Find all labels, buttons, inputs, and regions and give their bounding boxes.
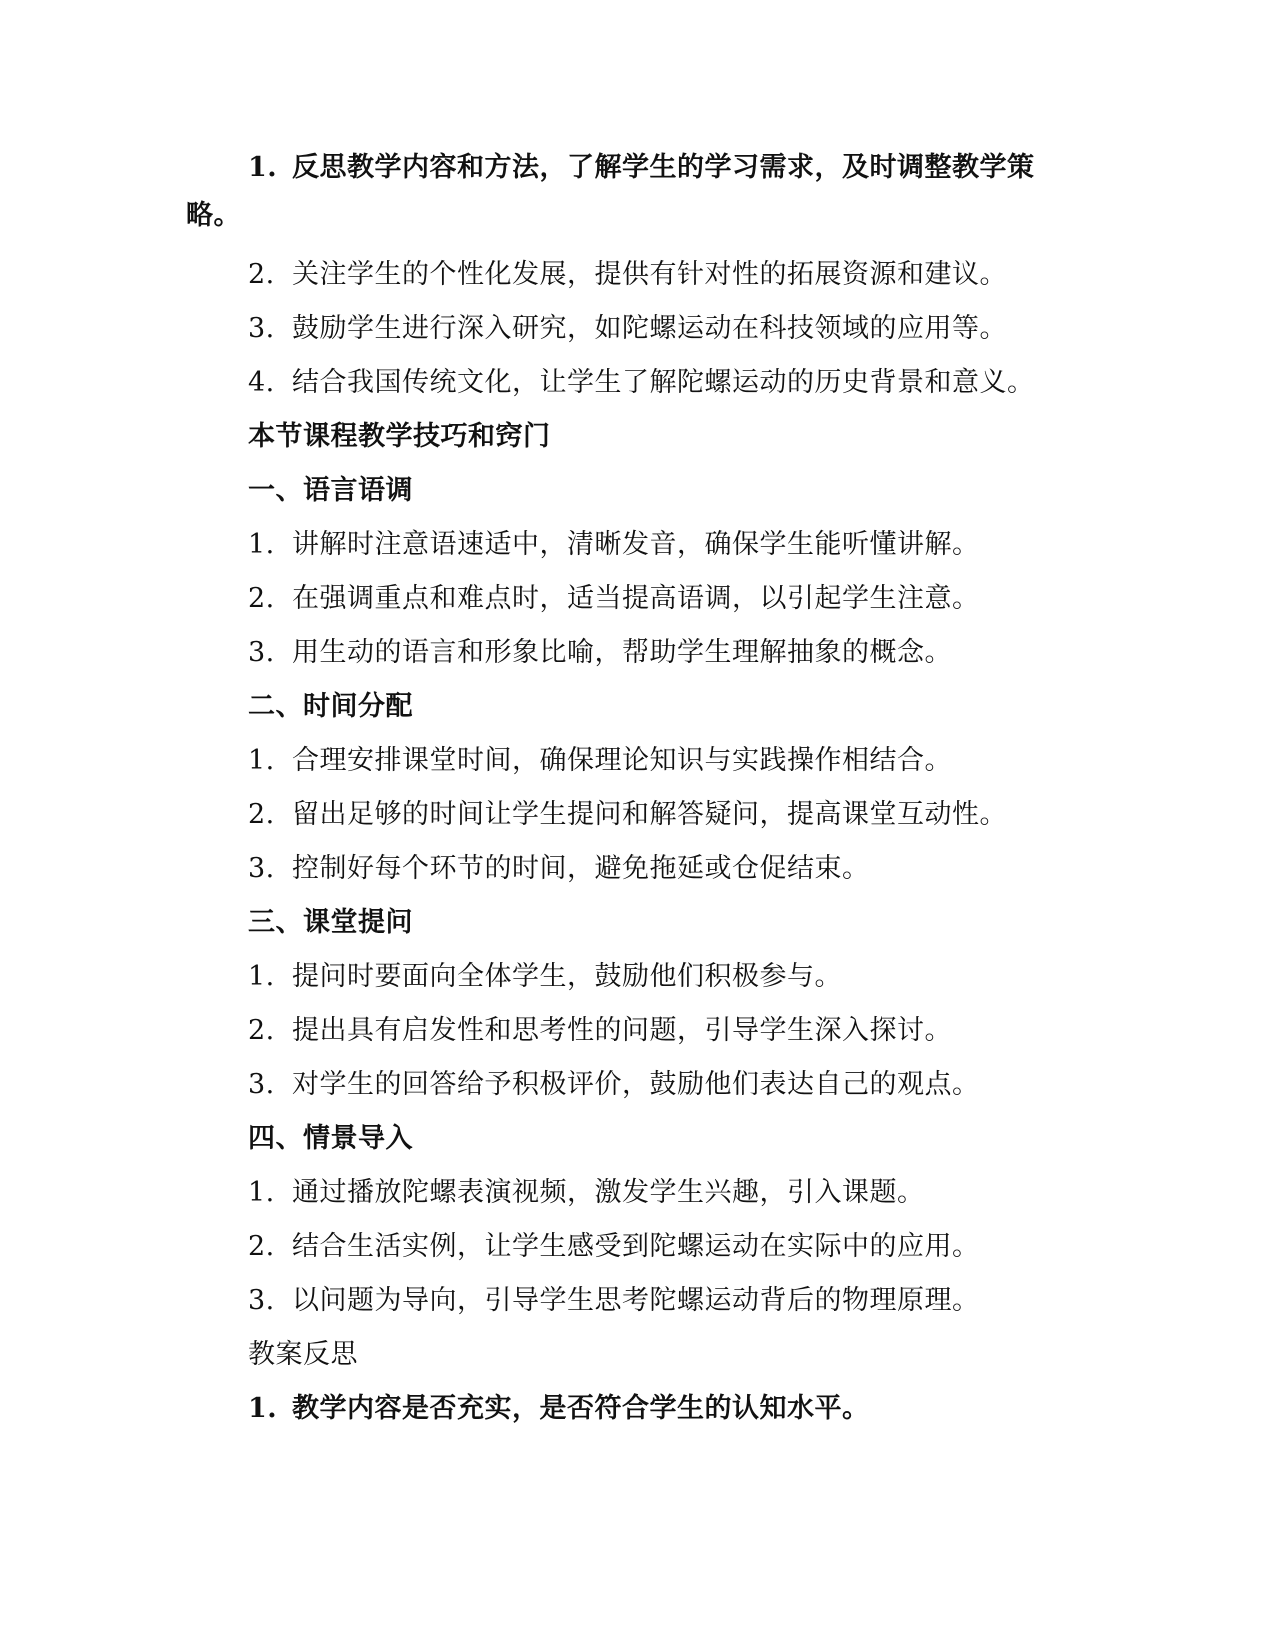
list-item (248, 582, 980, 616)
lesson-reflection-item-1 (248, 1392, 870, 1426)
item-text: 教学内容是否充实，是否符合学生的认知水平。 (292, 1393, 870, 1424)
item-text: 提问时要面向全体学生，鼓励他们积极参与。 (292, 961, 842, 992)
section-heading-language: 一、语言语调 (248, 475, 413, 506)
item-text: 在强调重点和难点时，适当提高语调，以引起学生注意。 (292, 583, 980, 614)
list-item (248, 528, 980, 562)
list-item (248, 852, 870, 886)
item-text: 关注学生的个性化发展，提供有针对性的拓展资源和建议。 (292, 259, 1007, 290)
item-number: 3. (248, 1069, 275, 1100)
list-item (248, 744, 952, 778)
item-number: 3. (248, 313, 275, 344)
section-heading-questions: 三、课堂提问 (248, 907, 413, 938)
item-number: 3. (248, 1285, 275, 1316)
item-text: 通过播放陀螺表演视频，激发学生兴趣，引入课题。 (292, 1177, 925, 1208)
item-text: 合理安排课堂时间，确保理论知识与实践操作相结合。 (292, 745, 952, 776)
section-title: 本节课程教学技巧和窍门 (248, 421, 551, 452)
section-heading-time: 二、时间分配 (248, 691, 413, 722)
list-item (248, 960, 842, 994)
list-item (248, 1230, 980, 1264)
item-number: 2. (248, 1015, 275, 1046)
item-text: 留出足够的时间让学生提问和解答疑问，提高课堂互动性。 (292, 799, 1007, 830)
item-number: 1. (248, 1177, 275, 1208)
item-text: 对学生的回答给予积极评价，鼓励他们表达自己的观点。 (292, 1069, 980, 1100)
item-number: 1. (248, 1393, 278, 1424)
item-number: 2. (248, 799, 275, 830)
item-text: 结合生活实例，让学生感受到陀螺运动在实际中的应用。 (292, 1231, 980, 1262)
item-text: 鼓励学生进行深入研究，如陀螺运动在科技领域的应用等。 (292, 313, 1007, 344)
list-item (248, 636, 952, 670)
section-heading-scenario: 四、情景导入 (248, 1123, 413, 1154)
reflection-item-3 (248, 312, 1007, 346)
list-item (248, 1068, 980, 1102)
list-item (248, 798, 1007, 832)
item-text: 以问题为导向，引导学生思考陀螺运动背后的物理原理。 (292, 1285, 980, 1316)
item-text: 反思教学内容和方法，了解学生的学习需求，及时调整教学策 (292, 152, 1035, 183)
list-item (248, 1284, 980, 1318)
item-number: 1. (248, 745, 275, 776)
item-number: 1. (248, 529, 275, 560)
item-text: 用生动的语言和形象比喻，帮助学生理解抽象的概念。 (292, 637, 952, 668)
item-text: 提出具有启发性和思考性的问题，引导学生深入探讨。 (292, 1015, 952, 1046)
item-number: 4. (248, 367, 275, 398)
item-number: 2. (248, 1231, 275, 1262)
item-text: 讲解时注意语速适中，清晰发音，确保学生能听懂讲解。 (292, 529, 980, 560)
item-text-continuation: 略。 (186, 200, 241, 231)
item-number: 1. (248, 961, 275, 992)
reflection-item-1 (248, 151, 1035, 185)
item-number: 3. (248, 637, 275, 668)
item-number: 3. (248, 853, 275, 884)
item-text: 结合我国传统文化，让学生了解陀螺运动的历史背景和意义。 (292, 367, 1035, 398)
list-item (248, 1176, 925, 1210)
reflection-item-4 (248, 366, 1035, 400)
item-number: 2. (248, 583, 275, 614)
item-number: 2. (248, 259, 275, 290)
reflection-item-1-continuation (186, 199, 241, 233)
lesson-reflection-title: 教案反思 (248, 1339, 358, 1370)
list-item (248, 1014, 952, 1048)
item-number: 1. (248, 152, 278, 183)
reflection-item-2 (248, 258, 1007, 292)
item-text: 控制好每个环节的时间，避免拖延或仓促结束。 (292, 853, 870, 884)
